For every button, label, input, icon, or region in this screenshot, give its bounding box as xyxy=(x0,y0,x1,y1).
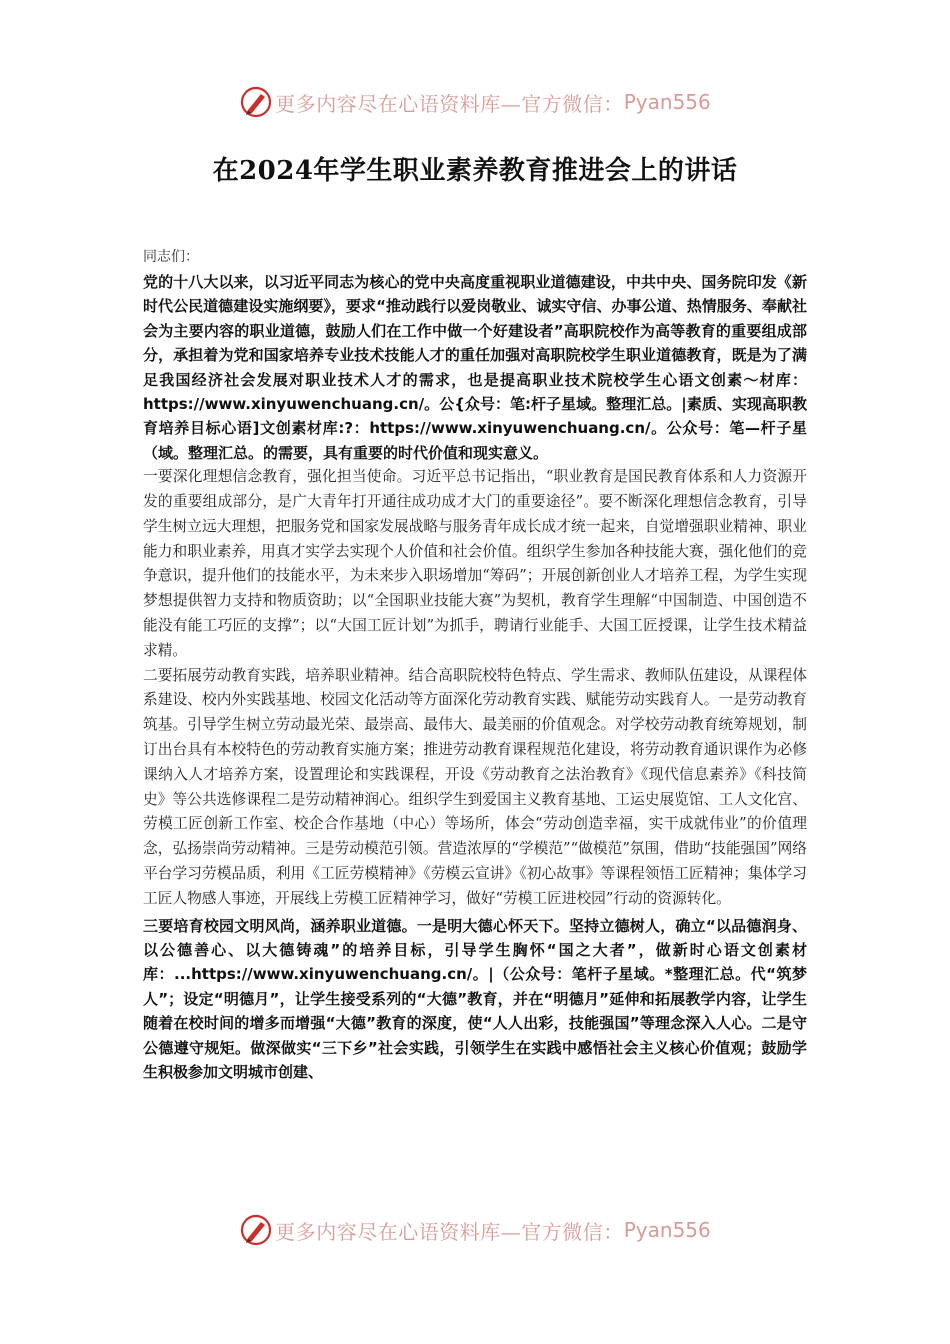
paragraph-intro: 党的十八大以来，以习近平同志为核心的党中央高度重视职业道德建设，中共中央、国务院印发《新时代公民道德建设实施纲要》，要求“推动践行以爱岗敬业、诚实守信、办事公道、热情服务、奉献社会为主要内容的职业道德，鼓励人们在工作中做一个好建设者”高职院校作为高等教育的重要组成部分，承担着为党和国家培养专业技术技能人才的重任加强对高职院校学生职业道德教育，既是为了满足我国经济社会发展对职业技术人才的需求，也是提高职业技术院校学生心语文创素～材库：https://www.xinyuwenchuang.cn/。公{众号：笔:杆子星域。整理汇总。|素质、实现高职教育培养目标心语]文创素材库:?：https://www.xinyuwenchuang.cn/。公众号：笔—杆子星（域。整理汇总。的需要，具有重要的时代价值和现实意义。 xyxy=(143,273,807,462)
pen-circle-logo-icon xyxy=(239,85,273,119)
banner-text: 更多内容尽在心语资料库—官方微信： xyxy=(275,1219,624,1244)
paragraph-two: 二要拓展劳动教育实践，培养职业精神。结合高职院校特色特点、学生需求、教师队伍建设，从课程体系建设、校内外实践基地、校园文化活动等方面深化劳动教育实践、赋能劳动实践育人。一是劳动教育筑基。引导学生树立劳动最光荣、最崇高、最伟大、最美丽的价值观念。对学校劳动教育统筹规划，制订出台具有本校特色的劳动教育实施方案；推进劳动教育课程规范化建设，将劳动教育通识课作为必修课纳入人才培养方案，设置理论和实践课程，开设《劳动教育之法治教育》《现代信息素养》《科技简史》等公共选修课程二是劳动精神润心。组织学生到爱国主义教育基地、工运史展览馆、工人文化宫、劳模工匠创新工作室、校企合作基地（中心）等场所，体会“劳动创造幸福，实干成就伟业”的价值理念，弘扬崇尚劳动精神。三是劳动模范引领。营造浓厚的“学模范”“做模范”氛围，借助“技能强国”网络平台学习劳模品质，利用《工匠劳模精神》《劳模云宣讲》《初心故事》等课程领悟工匠精神；集体学习工匠人物感人事迹，开展线上劳模工匠精神学习，做好“劳模工匠进校园”行动的资源转化。 xyxy=(143,666,807,907)
salutation: 同志们： xyxy=(143,249,199,265)
banner-text: 更多内容尽在心语资料库—官方微信： xyxy=(275,91,624,116)
banner-wechat-id: Pyan556 xyxy=(623,90,711,114)
paragraph-one: 一要深化理想信念教育，强化担当使命。习近平总书记指出，“职业教育是国民教育体系和人力资源开发的重要组成部分，是广大青年打开通往成功成才大门的重要途径”。要不断深化理想信念教育，引导学生树立远大理想，把服务党和国家发展战略与服务青年成长成才统一起来，自觉增强职业精神、职业能力和职业素养，用真才实学去实现个人价值和社会价值。组织学生参加各种技能大赛，强化他们的竞争意识，提升他们的技能水平，为未来步入职场增加“筹码”；开展创新创业人才培养工程，为学生实现梦想提供智力支持和物质资助；以“全国职业技能大赛”为契机，教育学生理解“中国制造、中国创造不能没有能工巧匠的支撑”；以“大国工匠计划”为抓手，聘请行业能手、大国工匠授课，让学生技术精益求精。 xyxy=(143,468,807,659)
footer-watermark-banner xyxy=(0,1210,950,1250)
pen-circle-logo-icon xyxy=(239,1213,273,1247)
page-title: 在2024年学生职业素养教育推进会上的讲话 xyxy=(212,156,738,186)
document-body xyxy=(143,245,807,1084)
banner-wechat-id: Pyan556 xyxy=(623,1218,711,1242)
paragraph-three: 三要培育校园文明风尚，涵养职业道德。一是明大德心怀天下。坚持立德树人，确立“以品德润身、以公德善心、以大德铸魂”的培养目标，引导学生胸怀“国之大者”，做新时心语文创素材库：...https://www.xinyuwenchuang.cn/。|（公众号：笔杆子星域。*整理汇总。代“筑梦人”；设定“明德月”，让学生接受系列的“大德”教育，并在“明德月”延伸和拓展教学内容，让学生随着在校时间的增多而增强“大德”教育的深度，使“人人出彩，技能强国”等理念深入人心。二是守公德遵守规矩。做深做实“三下乡”社会实践，引领学生在实践中感悟社会主义核心价值观；鼓励学生积极参加文明城市创建、 xyxy=(143,916,807,1082)
header-watermark-banner xyxy=(0,82,950,122)
